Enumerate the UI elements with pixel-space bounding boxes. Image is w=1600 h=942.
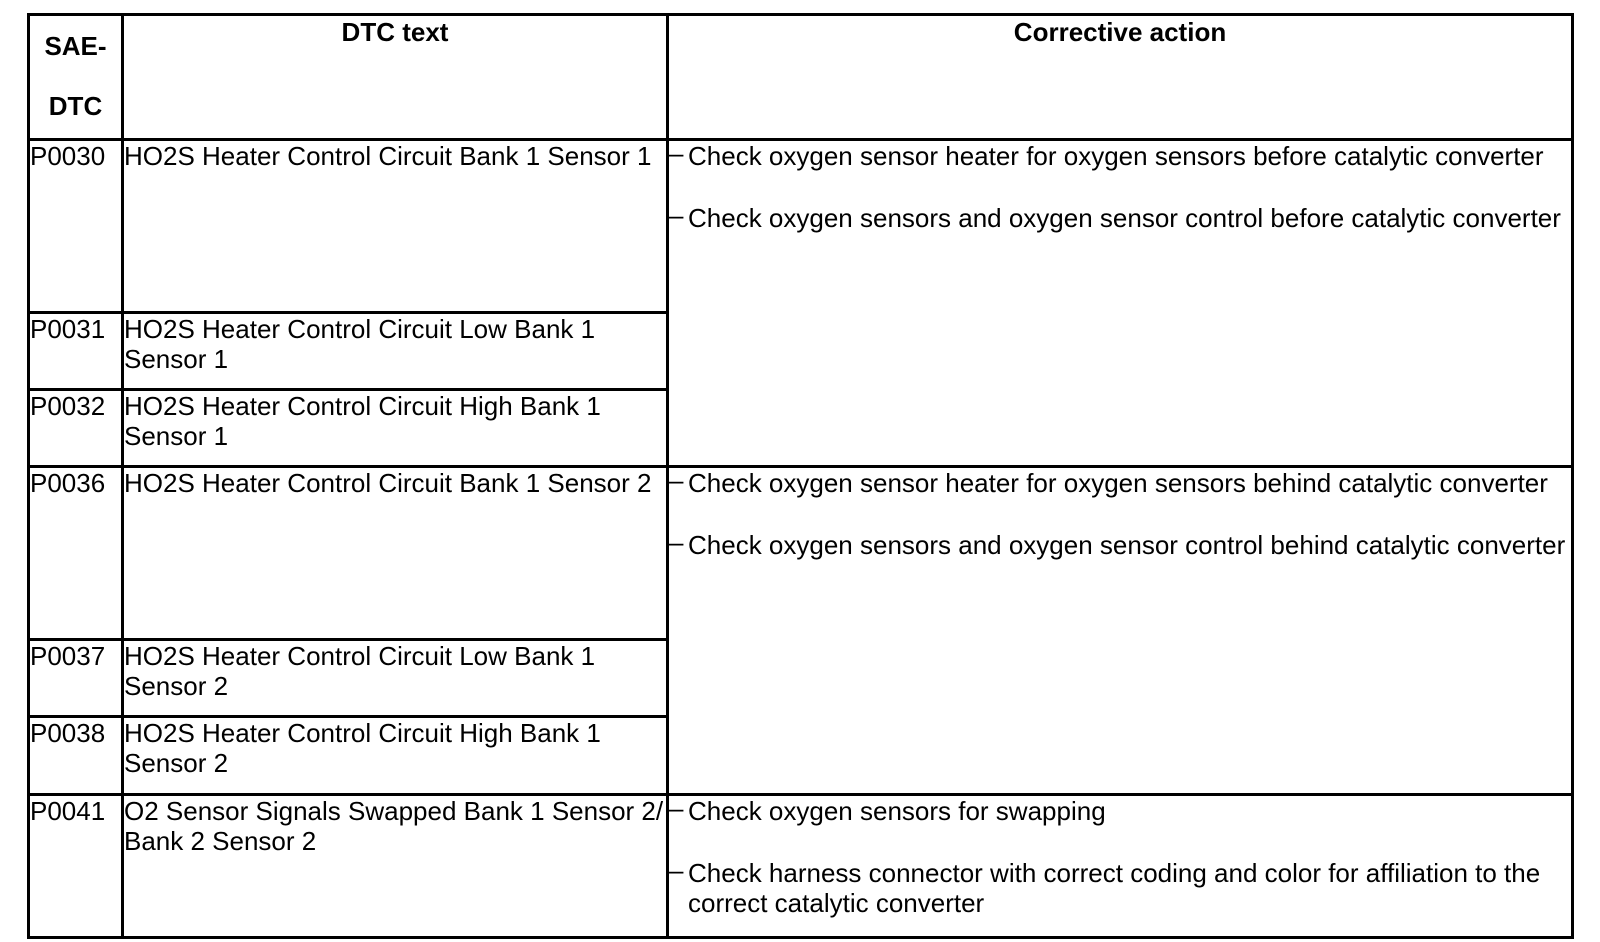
corrective-action-cell bbox=[668, 794, 1573, 937]
header-dtc-text: DTC text bbox=[123, 15, 668, 140]
action-item bbox=[669, 200, 1571, 234]
action-item bbox=[669, 527, 1571, 561]
corrective-action-cell bbox=[668, 140, 1573, 467]
action-text: Check oxygen sensors and oxygen sensor control behind catalytic converter bbox=[688, 530, 1566, 561]
dash-bullet: – bbox=[669, 200, 684, 231]
header-row bbox=[29, 15, 1573, 140]
dash-bullet: – bbox=[669, 854, 684, 885]
dtc-code-cell: P0032 bbox=[29, 390, 123, 467]
action-text: Check oxygen sensor heater for oxygen sensors behind catalytic converter bbox=[688, 468, 1548, 499]
dtc-text-cell: HO2S Heater Control Circuit High Bank 1 Sensor 2 bbox=[123, 717, 668, 794]
header-dtc-line: DTC bbox=[48, 91, 103, 121]
dash-bullet: – bbox=[669, 465, 684, 496]
action-item bbox=[669, 854, 1571, 918]
dash-bullet: – bbox=[669, 138, 684, 169]
header-sae-dtc bbox=[29, 15, 123, 140]
dash-bullet: – bbox=[669, 527, 684, 558]
dtc-code-cell: P0041 bbox=[29, 794, 123, 937]
table-row bbox=[29, 140, 1573, 313]
dtc-text-cell: HO2S Heater Control Circuit High Bank 1 Sensor 1 bbox=[123, 390, 668, 467]
header-corrective-action: Corrective action bbox=[668, 15, 1573, 140]
action-text: Check harness connector with correct coding and color for affiliation to the correct catalytic converter bbox=[688, 857, 1541, 918]
dtc-code-cell: P0038 bbox=[29, 717, 123, 794]
action-item bbox=[669, 465, 1571, 499]
header-sae-line: SAE- bbox=[44, 31, 107, 61]
dtc-text-cell: HO2S Heater Control Circuit Low Bank 1 Sensor 2 bbox=[123, 640, 668, 717]
dtc-table bbox=[27, 13, 1574, 939]
dtc-text-cell: HO2S Heater Control Circuit Low Bank 1 Sensor 1 bbox=[123, 312, 668, 389]
action-text: Check oxygen sensors and oxygen sensor control before catalytic converter bbox=[688, 203, 1561, 234]
table-row bbox=[29, 467, 1573, 640]
action-text: Check oxygen sensor heater for oxygen sensors before catalytic converter bbox=[688, 141, 1544, 172]
action-text: Check oxygen sensors for swapping bbox=[688, 795, 1106, 826]
table-row bbox=[29, 794, 1573, 937]
dtc-code-cell: P0031 bbox=[29, 312, 123, 389]
corrective-action-cell bbox=[668, 467, 1573, 794]
action-item bbox=[669, 792, 1571, 826]
dtc-code-cell: P0036 bbox=[29, 467, 123, 640]
action-item bbox=[669, 138, 1571, 172]
dash-bullet: – bbox=[669, 792, 684, 823]
dtc-text-cell: HO2S Heater Control Circuit Bank 1 Sensor 2 bbox=[123, 467, 668, 640]
dtc-text-cell: HO2S Heater Control Circuit Bank 1 Sensor 1 bbox=[123, 140, 668, 313]
dtc-code-cell: P0030 bbox=[29, 140, 123, 313]
dtc-text-cell: O2 Sensor Signals Swapped Bank 1 Sensor 2/ Bank 2 Sensor 2 bbox=[123, 794, 668, 937]
dtc-code-cell: P0037 bbox=[29, 640, 123, 717]
